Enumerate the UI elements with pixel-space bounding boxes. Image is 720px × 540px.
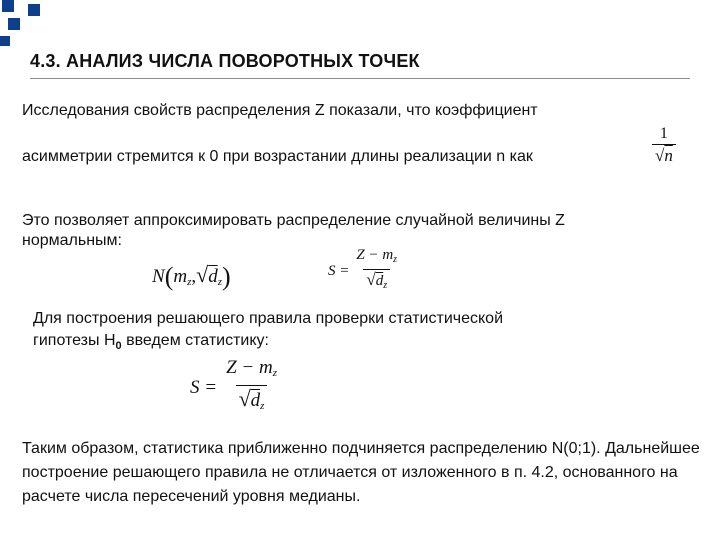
formula-m-subscript: z (187, 276, 192, 288)
formula-statistic-main (190, 356, 280, 419)
paragraph-3-line-2 (33, 329, 269, 358)
slide-title: 4.3. АНАЛИЗ ЧИСЛА ПОВОРОТНЫХ ТОЧЕК (30, 51, 420, 71)
paragraph-3-line-1: Для построения решающего правила проверки статистической (33, 310, 504, 327)
formula-denominator: n (664, 146, 673, 165)
formula-numerator-subscript: z (393, 254, 398, 265)
formula-radical-icon: √ (366, 270, 376, 289)
hypothesis-text: гипотезы H (33, 332, 116, 349)
paragraph-1-line-1: Исследования свойств распределения Z показали, что коэффициент (22, 102, 538, 119)
paragraph-4: Таким образом, статистика приближенно подчиняется распределению N(0;1). Дальнейшее построение решающего правила не отличается от изложенного в п. 4.2, основанного на расчете числа пересечений уровня медианы. (22, 440, 700, 505)
hypothesis-text-tail: введем статистику: (121, 332, 269, 349)
paragraph-2-line-1: Это позволяет аппроксимировать распределение случайной величины Z (22, 212, 565, 229)
formula-radical-icon: √ (196, 262, 209, 287)
formula-n: N (152, 266, 165, 287)
formula-numerator: 1 (659, 125, 668, 142)
formula-denominator: d (375, 273, 384, 289)
formula-denominator-subscript: z (260, 400, 265, 412)
decor-square (2, 0, 14, 12)
paragraph-1-line-2: асимметрии стремится к 0 при возрастании длины реализации n как (22, 148, 533, 165)
title-divider (30, 78, 690, 79)
formula-s-equals: S = (328, 262, 350, 279)
formula-statistic-small (328, 246, 400, 296)
formula-close-paren: ) (221, 262, 231, 291)
formula-normal-distribution (152, 262, 231, 292)
formula-radical-icon: √ (238, 386, 251, 411)
formula-d: d (208, 266, 218, 287)
formula-denominator: d (250, 390, 261, 411)
decor-square (28, 4, 40, 16)
paragraph-2-line-2: нормальным: (22, 232, 122, 249)
formula-numerator: Z − m (226, 357, 273, 378)
formula-numerator-subscript: z (272, 367, 277, 379)
formula-inv-sqrt-n: $\frac{1}{√n}$ (652, 124, 676, 167)
formula-s-equals: S = (190, 376, 218, 398)
hypothesis-subscript: 0 (115, 340, 122, 352)
formula-d-subscript: z (217, 276, 222, 288)
decor-square (8, 18, 20, 30)
formula-denominator-subscript: z (383, 280, 388, 291)
decor-square (0, 36, 10, 46)
formula-open-paren: ( (164, 262, 174, 291)
formula-numerator: Z − m (356, 247, 394, 263)
formula-comma: , (191, 266, 197, 287)
formula-m: m (173, 266, 188, 287)
